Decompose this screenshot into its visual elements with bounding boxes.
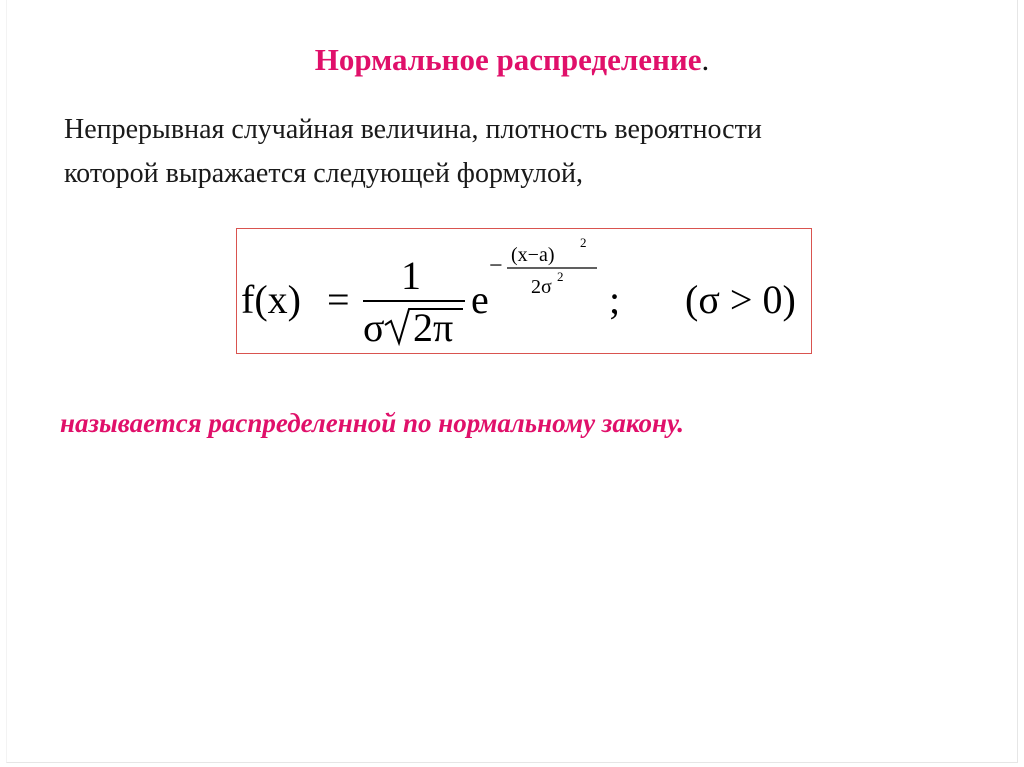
slide-title: [0, 42, 1024, 78]
formula-svg: [237, 229, 813, 355]
exponent-denominator-power: 2: [557, 269, 564, 284]
title-period: .: [701, 42, 710, 77]
formula-separator: ;: [609, 277, 621, 322]
exponent-denominator: 2σ: [531, 276, 552, 298]
title-text: Нормальное распределение: [314, 42, 702, 77]
definition-line-2: которой выражается следующей формулой,: [64, 158, 583, 189]
formula-radicand: 2π: [413, 305, 454, 350]
conclusion-text: называется распределенной по нормальному закону.: [60, 408, 685, 438]
exponent-numerator-power: 2: [580, 235, 587, 250]
formula-lhs: f(x): [241, 277, 301, 322]
formula-numerator: 1: [401, 253, 421, 298]
definition-line-1: Непрерывная случайная величина, плотность вероятности: [64, 114, 762, 145]
formula-denominator-sigma: σ: [363, 305, 385, 350]
formula-condition: (σ > 0): [685, 277, 796, 322]
formula-equals: =: [327, 277, 350, 322]
formula-base-e: e: [471, 277, 489, 322]
exponent-minus: −: [489, 253, 503, 279]
formula-box: [236, 228, 812, 354]
exponent-numerator: (x−a): [511, 244, 555, 266]
